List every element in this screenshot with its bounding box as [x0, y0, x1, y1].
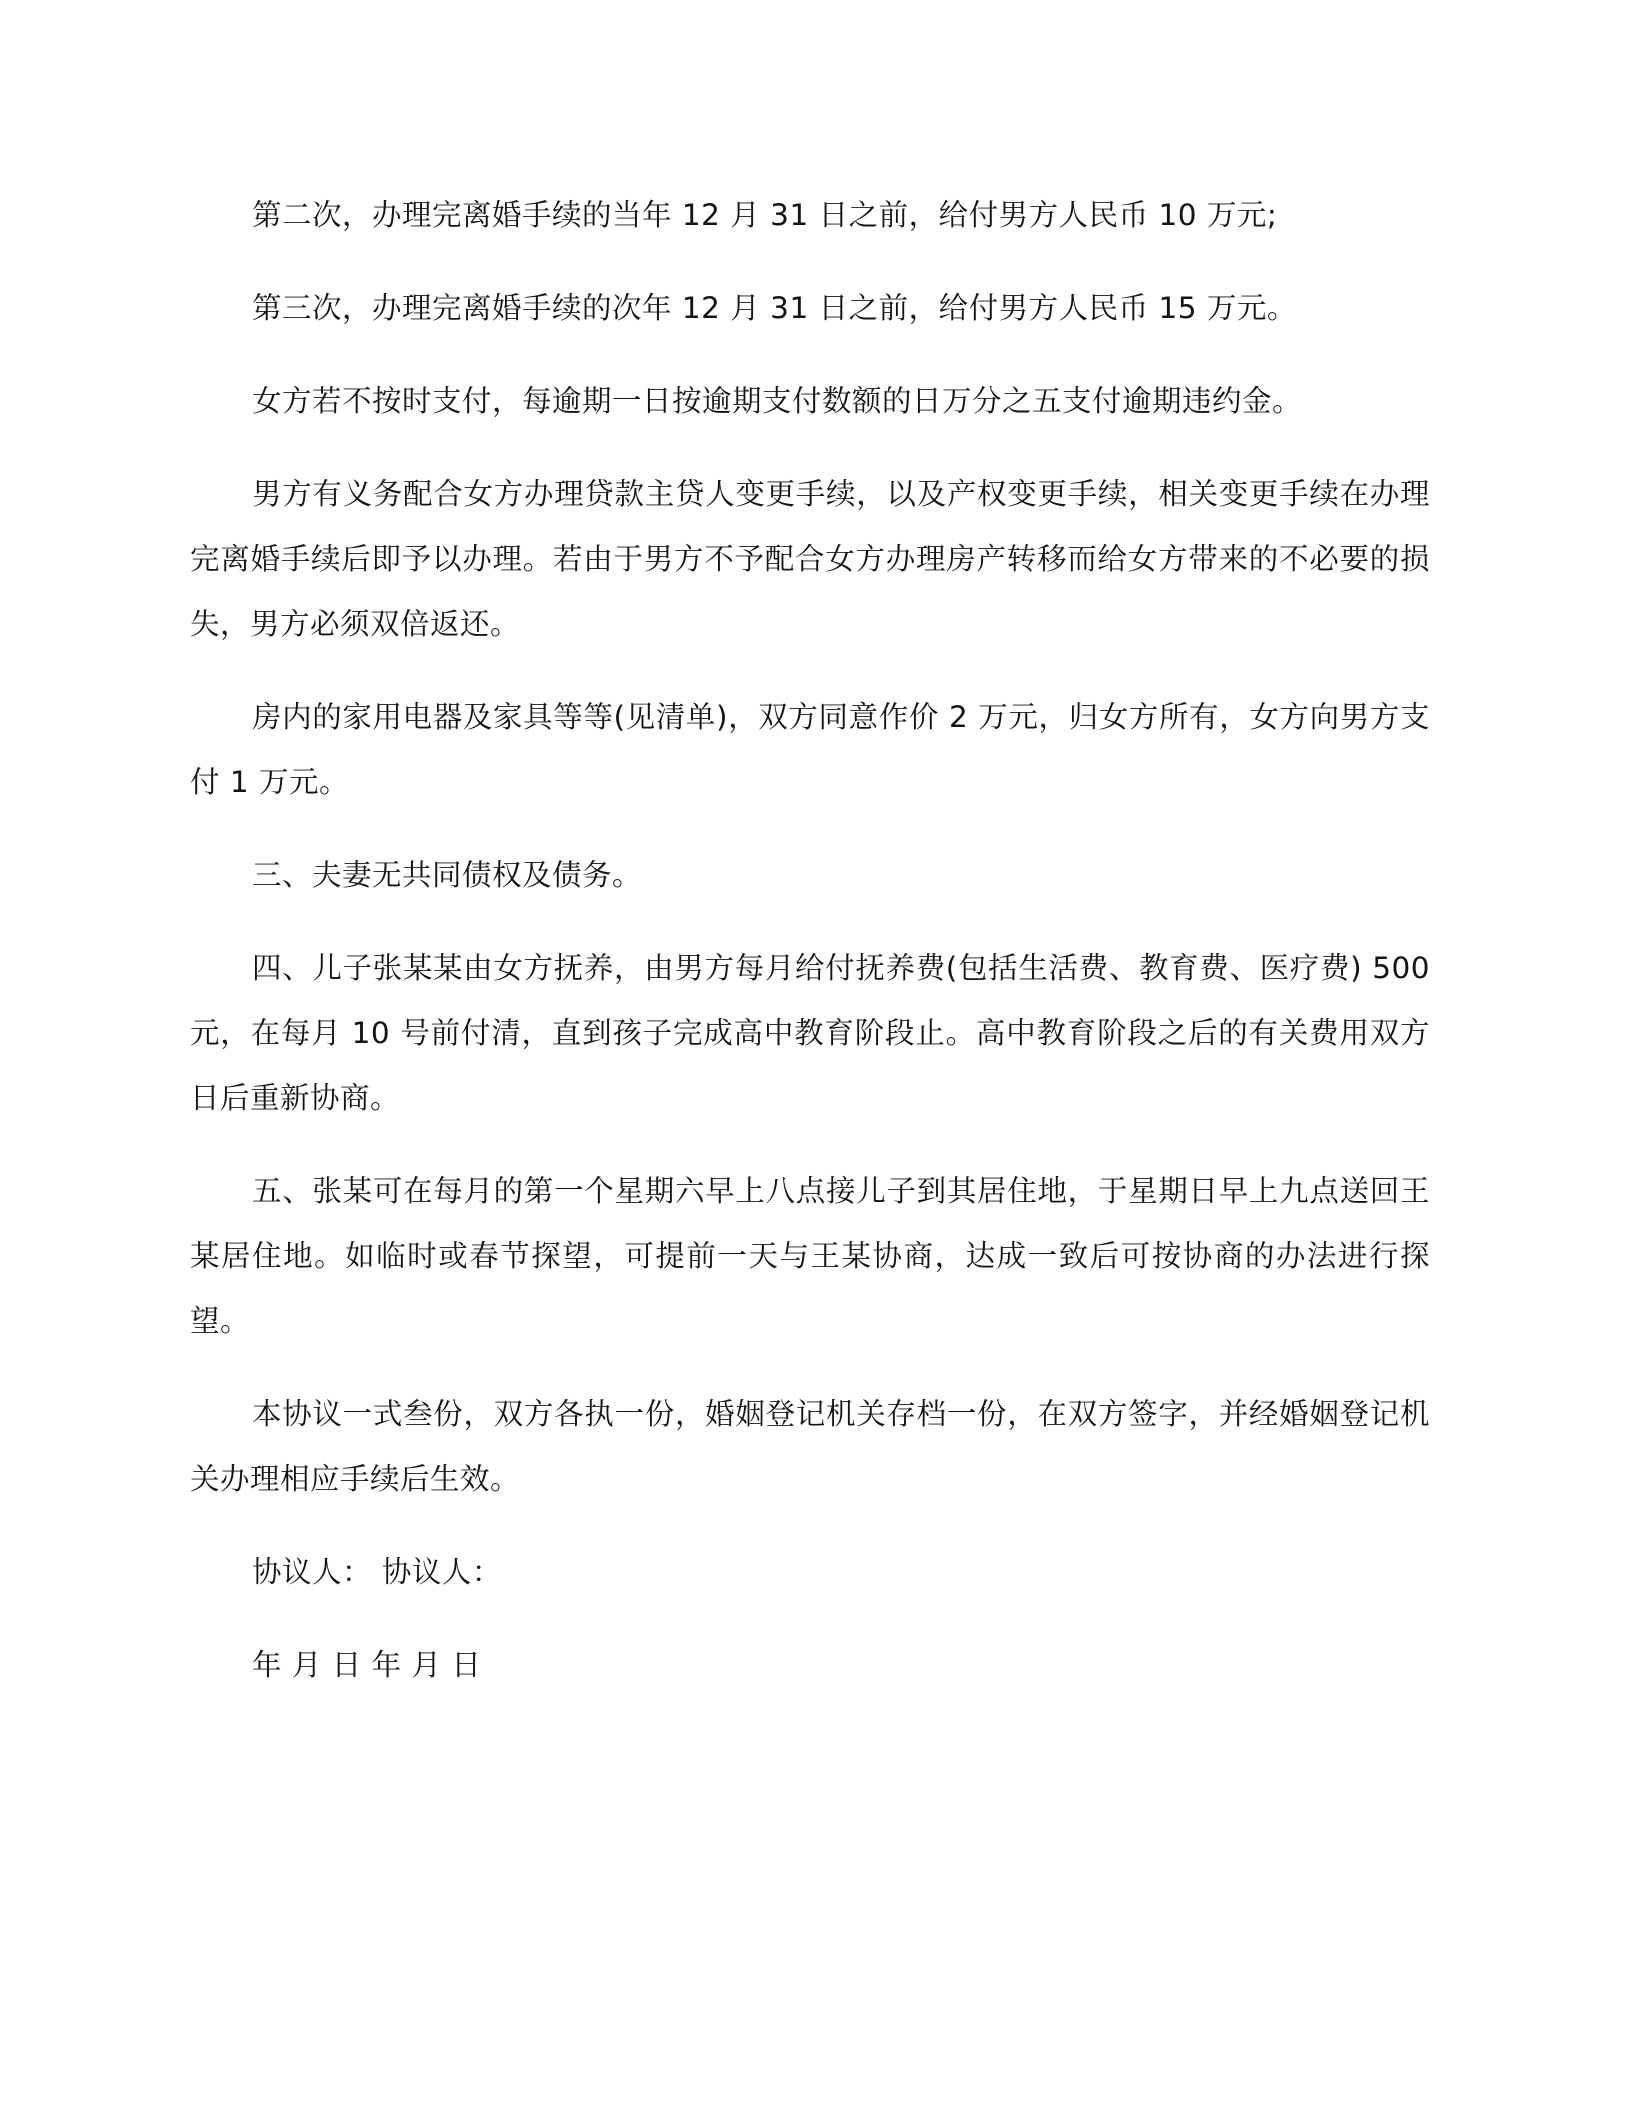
paragraph-visitation: 五、张某可在每月的第一个星期六早上八点接儿子到其居住地，于星期日早上九点送回王某居住地。如临时或春节探望，可提前一天与王某协商，达成一致后可按协商的办法进行探望。	[190, 1174, 1430, 1338]
paragraph-third-payment: 第三次，办理完离婚手续的次年 12 月 31 日之前，给付男方人民币 15 万元。	[252, 291, 1297, 325]
signature-line: 协议人： 协议人：	[252, 1555, 502, 1589]
paragraph-loan-transfer: 男方有义务配合女方办理贷款主贷人变更手续，以及产权变更手续，相关变更手续在办理完离婚手续后即予以办理。若由于男方不予配合女方办理房产转移而给女方带来的不必要的损失，男方必须双倍返还。	[190, 477, 1430, 641]
paragraph-effectiveness: 本协议一式叁份，双方各执一份，婚姻登记机关存档一份，在双方签字，并经婚姻登记机关办理相应手续后生效。	[190, 1397, 1430, 1496]
paragraph-debts: 三、夫妻无共同债权及债务。	[252, 858, 643, 892]
date-line: 年 月 日 年 月 日	[252, 1648, 482, 1682]
document-body	[190, 183, 1430, 1726]
paragraph-second-payment: 第二次，办理完离婚手续的当年 12 月 31 日之前，给付男方人民币 10 万元;	[252, 198, 1278, 232]
paragraph-late-penalty: 女方若不按时支付，每逾期一日按逾期支付数额的日万分之五支付逾期违约金。	[252, 384, 1303, 418]
paragraph-child-support: 四、儿子张某某由女方抚养，由男方每月给付抚养费(包括生活费、教育费、医疗费) 500 元，在每月 10 号前付清，直到孩子完成高中教育阶段止。高中教育阶段之后的有关费用双方日后重新协商。	[190, 951, 1430, 1115]
paragraph-appliances: 房内的家用电器及家具等等(见清单)，双方同意作价 2 万元，归女方所有，女方向男方支付 1 万元。	[190, 700, 1430, 799]
